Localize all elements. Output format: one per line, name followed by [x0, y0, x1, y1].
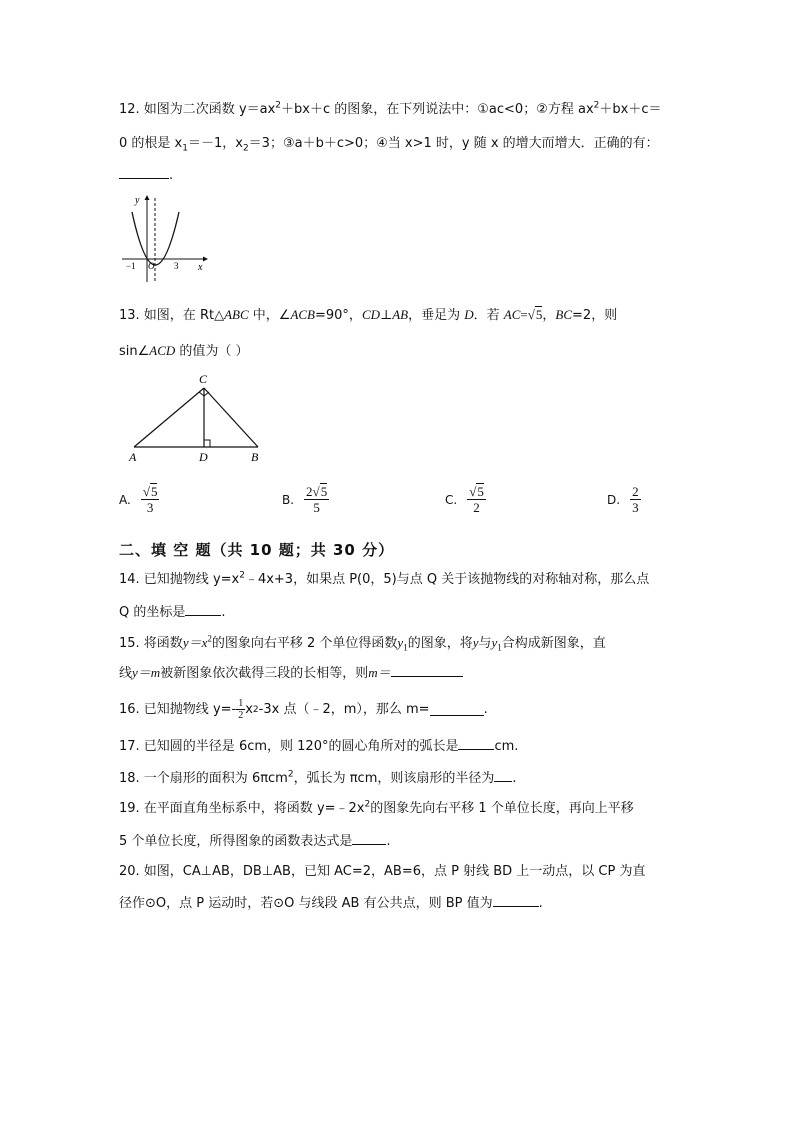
- math-y1: y: [397, 635, 404, 650]
- q12-line3: [119, 166, 173, 185]
- q20-text: .: [538, 896, 543, 911]
- q13-line1: [119, 306, 617, 325]
- fraction-denominator: 3: [146, 500, 154, 515]
- y-axis-arrow: [145, 195, 150, 200]
- fraction-denominator: 2: [238, 710, 244, 721]
- answer-blank[interactable]: [391, 664, 463, 677]
- q15-text: 与: [478, 636, 492, 651]
- answer-blank[interactable]: [185, 603, 221, 616]
- q19-line2: [119, 832, 391, 851]
- q14-text: Q 的坐标是: [119, 605, 186, 620]
- radicand: 5: [535, 307, 543, 322]
- q13-text: 中，∠: [248, 308, 291, 323]
- q12-text: ＝－1，x: [187, 136, 243, 151]
- q19-line1: [119, 800, 634, 818]
- fraction-numerator: 1: [238, 698, 244, 709]
- radicand: 5: [150, 484, 158, 499]
- q13-text: ，垂足为: [408, 308, 465, 323]
- fraction-numerator: 2√5: [306, 484, 328, 499]
- radicand: 5: [477, 484, 484, 499]
- option-label: A.: [119, 492, 131, 507]
- answer-blank[interactable]: [494, 769, 512, 782]
- q19-text: 19. 在平面直角坐标系中，将函数 y=﹣2x: [119, 801, 365, 816]
- label-b: B: [251, 450, 259, 464]
- y-axis-label: y: [135, 195, 140, 206]
- q13-text: ，: [542, 308, 556, 323]
- q18-text: ，弧长为 πcm，则该扇形的半径为: [293, 771, 495, 786]
- fraction-numerator: √5: [142, 484, 158, 499]
- q18-text: .: [512, 771, 517, 786]
- subscript: 1: [497, 642, 502, 653]
- q17-text: 17. 已知圆的半径是 6cm，则 120°的圆心角所对的弧长是: [119, 739, 459, 754]
- q16-line: 16. 已知抛物线 y=- $\frac{1}{2}$ x 2 -3x 点（﹣2，m），那么 m= .: [119, 698, 488, 721]
- superscript: 2: [287, 769, 294, 780]
- fraction-denominator: 2: [473, 500, 480, 515]
- math-m-eq: m＝: [368, 665, 391, 680]
- q12-text: ＝3；③a＋b＋c>0；④当 x>1 时，y 随 x 的增大而增大．正确的有：: [248, 136, 659, 151]
- fraction-numerator: 2: [632, 484, 639, 499]
- q19-text: 的图象先向右平移 1 个单位长度，再向上平移: [370, 801, 634, 816]
- q15-text: 的图象，将: [407, 636, 473, 651]
- q13-text: =90°，: [315, 308, 362, 323]
- fraction-one-half: [236, 698, 245, 721]
- origin-label: O: [148, 261, 155, 271]
- var-acd: ACD: [149, 343, 176, 358]
- var-cd-ab: CD⊥AB: [361, 307, 409, 322]
- math-y-eq-x: y＝x: [182, 635, 208, 650]
- q15-text: 15. 将函数: [119, 636, 183, 651]
- var-abc: ABC: [224, 307, 249, 322]
- q15-line1: [119, 634, 606, 653]
- answer-blank[interactable]: [352, 832, 386, 845]
- option-fraction: [630, 484, 641, 515]
- math-y: y: [472, 635, 479, 650]
- label-a: A: [129, 450, 137, 464]
- q12-text: .: [169, 168, 174, 183]
- option-c[interactable]: [445, 484, 486, 515]
- subscript: 1: [182, 143, 188, 154]
- q16-text: .: [483, 701, 488, 717]
- q12-line2: [119, 135, 659, 153]
- option-fraction: [141, 484, 160, 515]
- q13-text: 13. 如图，在 Rt△: [119, 308, 225, 323]
- q20-text: 径作⊙O，点 P 运动时，若⊙O 与线段 AB 有公共点，则 BP 值为: [119, 896, 493, 911]
- var-acb: ACB: [290, 307, 315, 322]
- option-d[interactable]: [607, 484, 641, 515]
- q12-text: ＋bx＋c＝: [599, 102, 662, 117]
- q12-parabola-graph: [118, 190, 213, 285]
- q16-text: x: [245, 701, 253, 717]
- var-d: D: [464, 307, 474, 322]
- q15-text: 的图象向右平移 2 个单位得函数: [211, 636, 398, 651]
- answer-blank[interactable]: [493, 894, 539, 907]
- q16-text: 16. 已知抛物线 y=-: [119, 701, 237, 717]
- q14-text: 14. 已知抛物线 y=x: [119, 572, 240, 587]
- subscript: 1: [403, 642, 408, 653]
- q20-line2: [119, 894, 543, 913]
- q20-line1: [119, 863, 645, 881]
- q14-text: .: [221, 605, 226, 620]
- label-d: D: [199, 450, 208, 464]
- q15-text: 合构成新图象，直: [501, 636, 606, 651]
- q12-text: 0 的根是 x: [119, 136, 183, 151]
- q13-text: sin∠: [119, 344, 150, 359]
- segment-bc: [204, 388, 258, 447]
- answer-blank[interactable]: [119, 166, 169, 179]
- x-axis-arrow: [203, 257, 208, 262]
- superscript: 2: [239, 570, 245, 581]
- superscript: 2: [593, 100, 600, 111]
- right-angle-mark-d: [204, 440, 210, 447]
- q20-text: 20. 如图，CA⊥AB，DB⊥AB，已知 AC=2，AB=6，点 P 射线 BD 上一动点，以 CP 为直: [119, 864, 646, 879]
- superscript: 2: [275, 100, 282, 111]
- q13-triangle-figure: [122, 368, 272, 466]
- tick-label-neg1: −1: [126, 261, 136, 271]
- q19-text: .: [386, 834, 391, 849]
- q15-text: 被新图象依次截得三段的长相等，则: [160, 666, 369, 681]
- q17-line: [119, 737, 518, 756]
- tick-label-3: 3: [174, 261, 179, 271]
- segment-ac: [134, 388, 204, 447]
- var-ac: AC: [503, 307, 521, 322]
- q19-text: 5 个单位长度，所得图象的函数表达式是: [119, 834, 353, 849]
- q14-line1: [119, 571, 649, 589]
- label-c: C: [199, 372, 208, 386]
- q17-text: cm.: [494, 739, 519, 754]
- option-fraction: [467, 484, 486, 515]
- q13-text: ．若: [473, 308, 504, 323]
- fraction-denominator: 3: [632, 500, 639, 515]
- option-label: D.: [607, 492, 621, 507]
- fraction-denominator: 5: [313, 500, 320, 515]
- math-y1: y: [491, 635, 498, 650]
- equals: =: [520, 307, 528, 322]
- q12-line1: [119, 101, 661, 119]
- var-bc: BC: [555, 307, 573, 322]
- q12-text: ＋bx＋c 的图象，在下列说法中：①ac<0；②方程 ax: [281, 102, 594, 117]
- q18-line: [119, 769, 517, 788]
- superscript: 2: [364, 799, 371, 810]
- q13-text: 的值为（ ）: [175, 344, 249, 359]
- answer-blank[interactable]: [430, 703, 484, 716]
- answer-blank[interactable]: [458, 737, 494, 750]
- q12-text: 12. 如图为二次函数 y＝ax: [119, 102, 276, 117]
- fraction-numerator: √5: [469, 484, 484, 499]
- q18-text: 18. 一个扇形的面积为 6πcm: [119, 771, 288, 786]
- section-heading: 二、填 空 题（共 10 题；共 30 分）: [119, 541, 395, 559]
- q13-line2: [119, 342, 249, 361]
- q15-text: 线: [119, 666, 133, 681]
- q16-text: -3x 点（﹣2，m），那么 m=: [258, 701, 430, 717]
- option-fraction: [304, 484, 329, 515]
- q15-line2: [119, 664, 463, 683]
- x-axis-label: x: [198, 262, 203, 273]
- radicand: 5: [320, 484, 328, 499]
- q14-line2: [119, 603, 226, 622]
- superscript: 2: [207, 633, 212, 644]
- sqrt-5: √5: [527, 307, 543, 322]
- option-b[interactable]: [282, 484, 329, 515]
- option-label: B.: [282, 492, 295, 507]
- q13-text: =2，则: [572, 308, 618, 323]
- q14-text: ﹣4x+3，如果点 P(0，5)与点 Q 关于该抛物线的对称轴对称，那么点: [244, 572, 650, 587]
- math-y-eq-m: y＝m: [132, 665, 161, 680]
- coefficient: 2: [306, 484, 313, 499]
- subscript: 2: [242, 143, 249, 154]
- option-a[interactable]: [119, 484, 159, 515]
- option-label: C.: [445, 492, 458, 507]
